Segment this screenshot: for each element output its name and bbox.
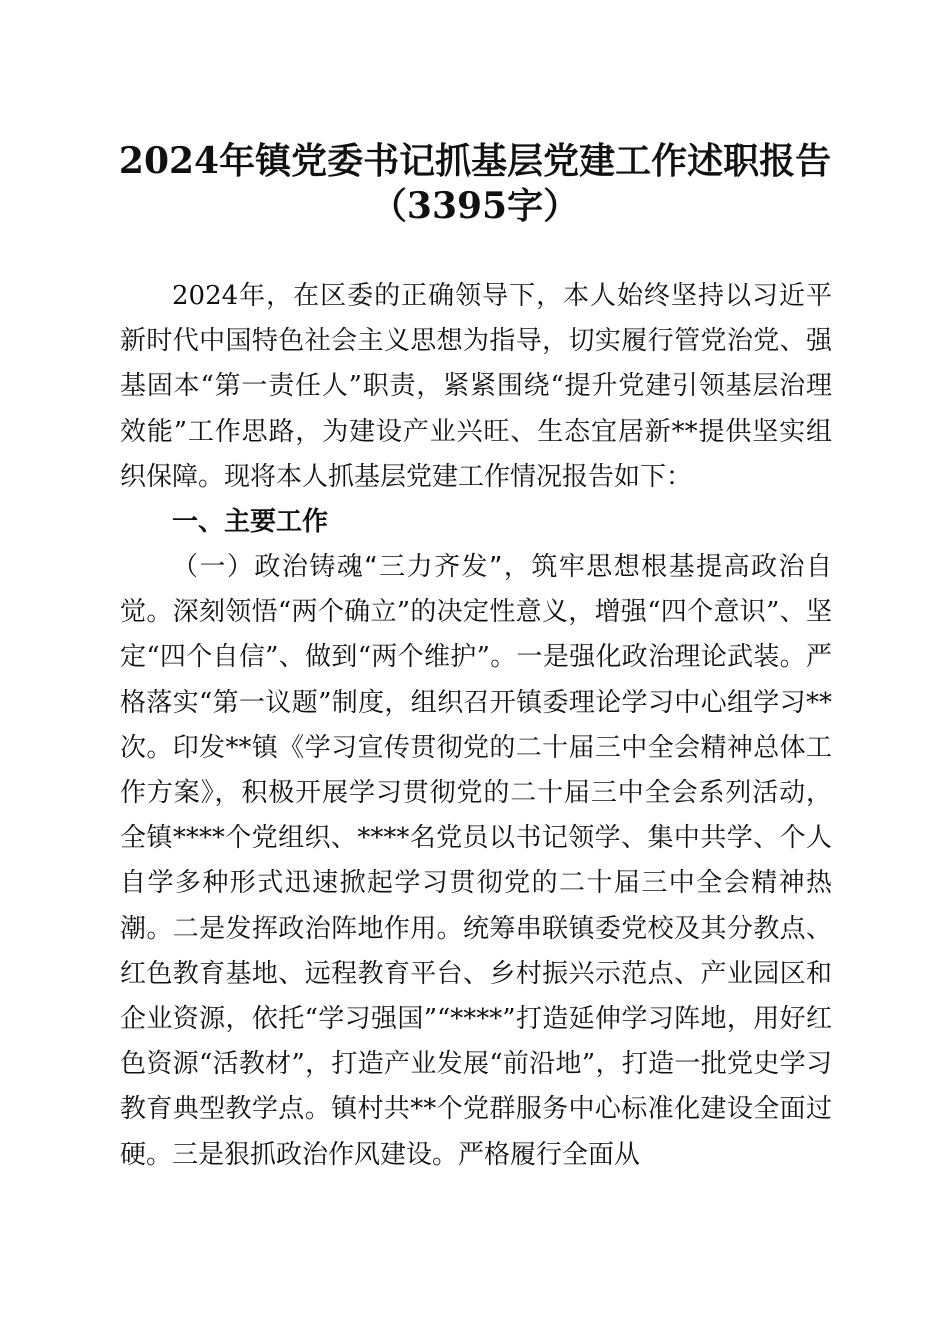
intro-paragraph: 2024年，在区委的正确领导下，本人始终坚持以习近平新时代中国特色社会主义思想为指导，切实履行管党治党、强基固本“第一责任人”职责，紧紧围绕“提升党建引领基层治理效能”工作思路，为建设产业兴旺、生态宜居新**提供坚实组织保障。现将本人抓基层党建工作情况报告如下： <box>120 281 832 492</box>
section-heading: 一、主要工作 <box>172 507 329 537</box>
subsection-heading: （一）政治铸魂“三力齐发”，筑牢思想根基提高政治自觉。 <box>120 552 832 628</box>
document-title: 2024年镇党委书记抓基层党建工作述职报告 <box>118 140 832 182</box>
subsection-paragraph <box>120 545 832 1178</box>
document-word-count: （3395字） <box>370 185 580 227</box>
subsection-body: 深刻领悟“两个确立”的决定性意义，增强“四个意识”、坚定“四个自信”、做到“两个维护”。一是强化政治理论武装。严格落实“第一议题”制度，组织召开镇委理论学习中心组学习**次。印发**镇《学习宣传贯彻党的二十届三中全会精神总体工作方案》，积极开展学习贯彻党的二十届三中全会系列活动，全镇****个党组织、****名党员以书记领学、集中共学、个人自学多种形式迅速掀起学习贯彻党的二十届三中全会精神热潮。二是发挥政治阵地作用。统筹串联镇委党校及其分教点、红色教育基地、远程教育平台、乡村振兴示范点、产业园区和企业资源，依托“学习强国”“****”打造延伸学习阵地，用好红色资源“活教材”，打造产业发展“前沿地”，打造一批党史学习教育典型教学点。镇村共**个党群服务中心标准化建设全面过硬。三是狠抓政治作风建设。严格履行全面从 <box>120 597 832 1170</box>
